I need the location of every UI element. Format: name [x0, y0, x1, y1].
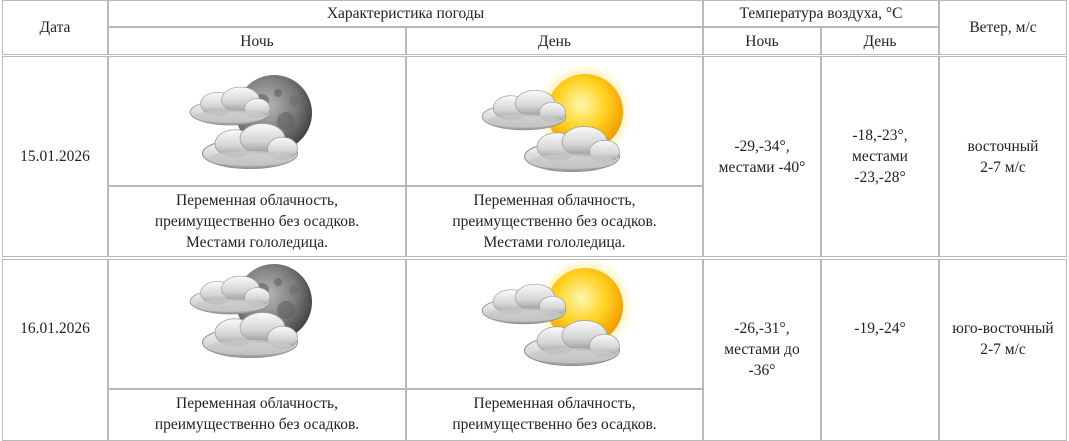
temperature-night-text: -29,-34°, местами -40°	[718, 137, 806, 176]
header-wind	[939, 0, 1067, 55]
temperature-day	[821, 56, 939, 257]
cloudy-sun-icon	[470, 260, 640, 370]
header-weather-day	[406, 27, 703, 55]
night-description-text: Переменная облачность, преимущественно без осадков.	[154, 395, 360, 433]
date-cell-text: 15.01.2026	[20, 148, 90, 165]
temperature-night	[703, 56, 821, 257]
day-description-text: Переменная облачность, преимущественно без осадков. Местами гололедица.	[452, 192, 657, 251]
temperature-day-text: -18,-23°, местами -23,-28°	[852, 127, 908, 186]
header-weather-night-text: Ночь	[240, 32, 274, 50]
temperature-night	[703, 259, 821, 441]
temperature-day	[821, 259, 939, 441]
wind-cell	[939, 56, 1067, 257]
header-temp-night	[703, 27, 821, 55]
header-temp-night-text: Ночь	[745, 32, 779, 50]
temperature-night-text: -26,-31°, местами до -36°	[724, 320, 800, 379]
header-wind-text: Ветер, м/с	[969, 19, 1037, 36]
day-description	[406, 389, 703, 441]
date-cell-text: 16.01.2026	[20, 320, 90, 337]
night-icon-cell	[108, 56, 406, 186]
day-description-text: Переменная облачность, преимущественно без осадков.	[452, 395, 657, 433]
header-weather-day-text: День	[537, 32, 571, 50]
header-date-text: Дата	[39, 19, 71, 36]
header-air-temperature	[703, 0, 939, 27]
cloudy-moon-icon	[182, 260, 332, 360]
night-icon-cell	[108, 259, 406, 389]
date-cell	[2, 56, 108, 257]
night-description	[108, 389, 406, 441]
header-air-temperature-text: Температура воздуха, °С	[739, 5, 903, 22]
night-description	[108, 186, 406, 257]
cloudy-moon-icon	[182, 71, 332, 171]
header-temp-day-text: День	[863, 32, 897, 50]
day-icon-cell	[406, 56, 703, 186]
header-temp-day	[821, 27, 939, 55]
wind-cell-text: восточный 2-7 м/с	[967, 137, 1039, 176]
night-description-text: Переменная облачность, преимущественно без осадков. Местами гололедица.	[154, 192, 360, 251]
wind-cell-text: юго-восточный 2-7 м/с	[952, 320, 1054, 358]
header-weather-characteristics	[108, 0, 703, 27]
header-weather-characteristics-text: Характеристика погоды	[326, 5, 485, 22]
day-icon-cell	[406, 259, 703, 389]
cloudy-sun-icon	[470, 66, 640, 176]
date-cell	[2, 259, 108, 441]
header-weather-night	[108, 27, 406, 55]
temperature-day-text: -19,-24°	[854, 320, 906, 337]
wind-cell	[939, 259, 1067, 441]
day-description	[406, 186, 703, 257]
header-date	[2, 0, 108, 55]
